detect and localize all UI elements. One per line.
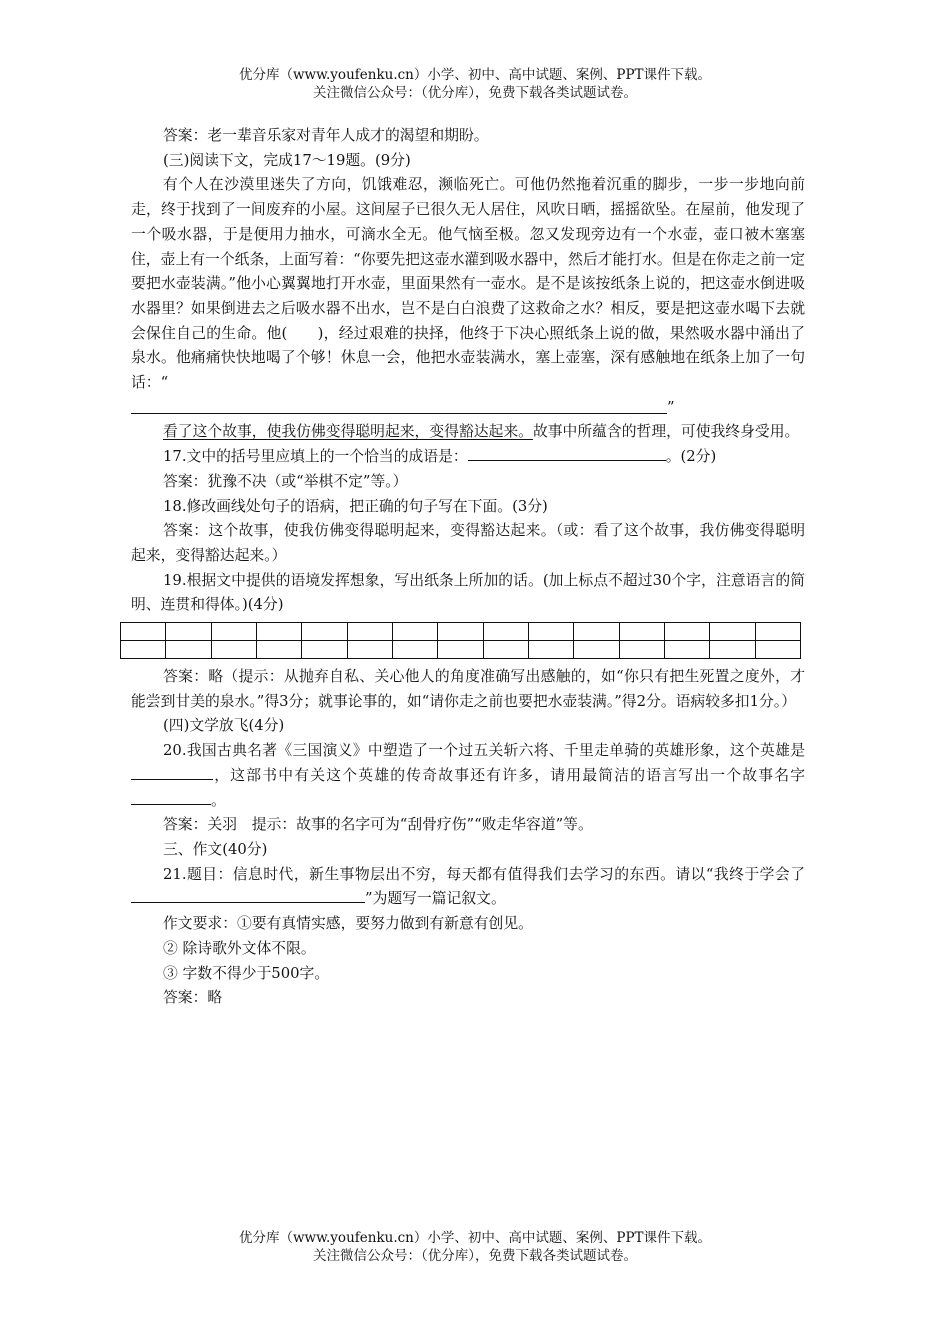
question-20 (131, 739, 805, 813)
passage-blank-line (131, 396, 805, 421)
header-line-1: 优分库（www.youfenku.cn）小学、初中、高中试题、案例、PPT课件下载。 (238, 67, 712, 83)
header-line-2: 关注微信公众号：（优分库），免费下载各类试题试卷。 (313, 85, 637, 101)
question-21-prefix: 21.题目：信息时代，新生事物层出不穷，每天都有值得我们去学习的东西。请以“我终于学会了 (163, 865, 805, 883)
section-essay-title: 三、作文(40分) (163, 840, 268, 858)
footer-line-2: 关注微信公众号：（优分库），免费下载各类试题试卷。 (313, 1248, 637, 1264)
question-17-prefix: 17.文中的括号里应填上的一个恰当的成语是： (163, 448, 468, 466)
q20-blank-1 (131, 765, 213, 780)
answer-17: 答案：犹豫不决（或“举棋不定”等。） (163, 472, 408, 490)
closing-quote: ” (667, 398, 675, 416)
essay-requirement-2: ② 除诗歌外文体不限。 (163, 939, 316, 957)
answer-19: 答案：略（提示：从抛弃自私、关心他人的角度准确写出感触的，如“你只有把生死置之度外，才能尝到甘美的泉水。”得3分；就事论事的，如“请你走之前也要把水壶装满。”得2分。语病较多扣1分。） (131, 668, 805, 710)
question-17 (131, 445, 805, 470)
question-19: 19.根据文中提供的语境发挥想象，写出纸条上所加的话。(加上标点不超过30个字，注意语言的简明、连贯和得体。)(4分) (131, 571, 805, 614)
answer-18: 答案：这个故事，使我仿佛变得聪明起来，变得豁达起来。（或：看了这个故事，我仿佛变得聪明起来，变得豁达起来。） (131, 522, 805, 564)
grid-row (121, 623, 801, 641)
passage-text: 有个人在沙漠里迷失了方向，饥饿难忍，濒临死亡。可他仍然拖着沉重的脚步，一步一步地向前走，终于找到了一间废弃的小屋。这间屋子已很久无人居住，风吹日晒，摇摇欲坠。在屋前，他发现了一个吸水器，于是便用力抽水，可滴水全无。他气恼至极。忽又发现旁边有一个水壶，壶口被木塞塞住，壶上有一个纸条，上面写着：“你要先把这壶水灌到吸水器中，然后才能打水。但是在你走之前一定要把水壶装满。”他小心翼翼地打开水壶，里面果然有一壶水。是不是该按纸条上说的，把这壶水倒进吸水器里？如果倒进去之后吸水器不出水，岂不是白白浪费了这救命之水？相反，要是把这壶水喝下去就会保住自己的生命。他( )，经过艰难的抉择，他终于下决心照纸条上说的做，果然吸水器中涌出了泉水。他痛痛快快地喝了个够！休息一会，他把水壶装满水，塞上壶塞，深有感触地在纸条上加了一句话：“ (131, 176, 805, 392)
page-header (0, 66, 950, 102)
footer-line-1: 优分库（www.youfenku.cn）小学、初中、高中试题、案例、PPT课件下载。 (238, 1230, 712, 1246)
document-body (131, 124, 805, 1011)
passage-ending-text: 故事中所蕴含的哲理，可使我终身受用。 (532, 423, 800, 441)
essay-requirement-3: ③ 字数不得少于500字。 (163, 964, 330, 982)
q21-blank (131, 888, 365, 903)
question-18: 18.修改画线处句子的语病，把正确的句子写在下面。(3分) (163, 497, 548, 515)
answer-blank (131, 397, 667, 414)
page-footer (0, 1229, 950, 1265)
answer-21: 答案：略 (163, 989, 223, 1007)
question-21-suffix: ”为题写一篇记叙文。 (365, 890, 506, 908)
question-21 (131, 863, 805, 912)
answer-20: 答案：关羽 提示：故事的名字可为“刮骨疗伤”“败走华容道”等。 (163, 816, 593, 834)
q17-blank (468, 446, 666, 461)
section-3-title: (三)阅读下文，完成17～19题。(9分) (163, 151, 411, 169)
section-4-title: (四)文学放飞(4分) (163, 717, 285, 735)
essay-requirement-1: 作文要求：①要有真情实感，要努力做到有新意有创见。 (163, 915, 533, 933)
answer-grid (120, 622, 801, 659)
question-20-part1: 20.我国古典名著《三国演义》中塑造了一个过五关斩六将、千里走单骑的英雄形象，这个英雄是 (163, 742, 805, 760)
underlined-sentence: 看了这个故事，使我仿佛变得聪明起来，变得豁达起来。 (163, 423, 533, 441)
passage-ending (131, 420, 805, 445)
q20-blank-2 (131, 790, 211, 805)
question-17-suffix: 。(2分) (665, 448, 717, 466)
question-20-part3: 。 (211, 791, 226, 809)
grid-row (121, 641, 801, 659)
question-20-part2: ，这部书中有关这个英雄的传奇故事还有许多，请用最简洁的语言写出一个故事名字 (213, 766, 805, 784)
answer-16: 答案：老一辈音乐家对青年人成才的渴望和期盼。 (163, 127, 489, 144)
